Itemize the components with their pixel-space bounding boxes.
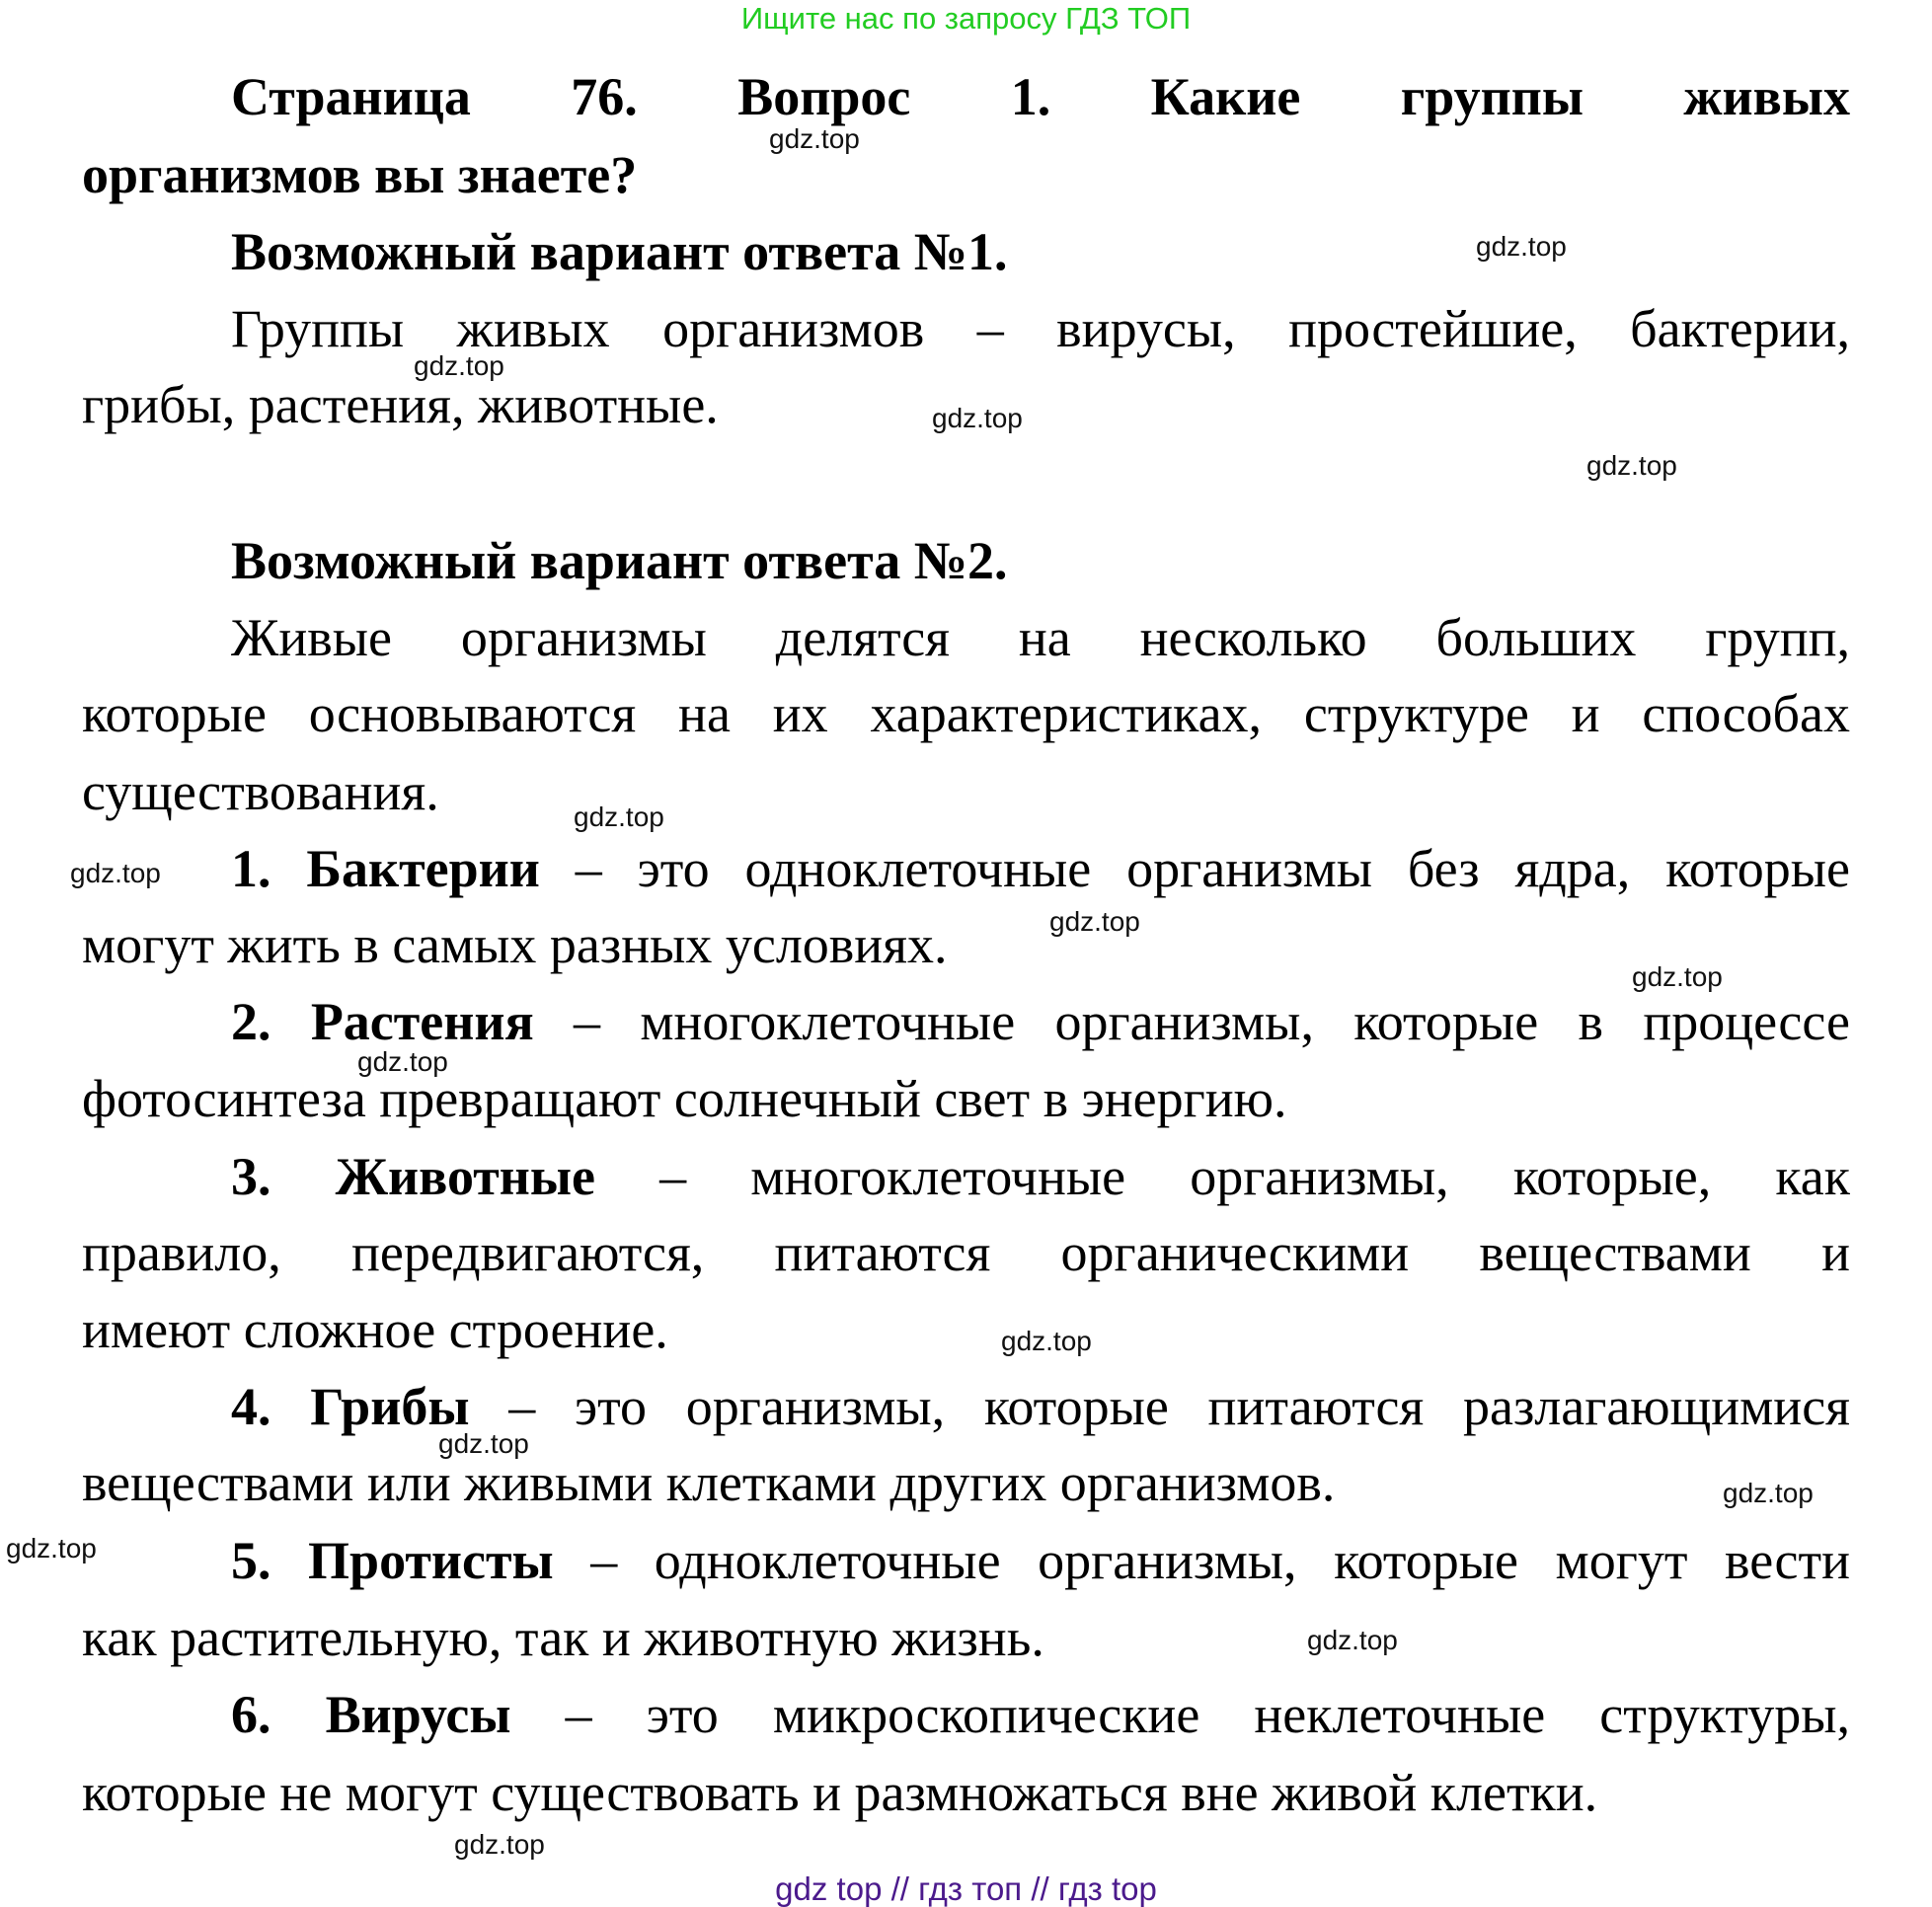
watermark: gdz.top xyxy=(357,1046,448,1077)
watermark: gdz.top xyxy=(1476,231,1567,262)
watermark: gdz.top xyxy=(932,403,1023,433)
item-viruses-line1 xyxy=(231,1676,1850,1753)
answer1-line2: грибы, растения, животные. xyxy=(82,375,719,434)
watermark: gdz.top xyxy=(1586,450,1677,481)
item-animals-line2: правило, передвигаются, питаются органическими веществами и xyxy=(82,1223,1850,1282)
watermark: gdz.top xyxy=(1632,961,1723,992)
answer1-line1: Группы живых организмов – вирусы, простейшие, бактерии, xyxy=(231,299,1850,358)
item-bacteria-line2: могут жить в самых разных условиях. xyxy=(82,915,948,974)
watermark: gdz.top xyxy=(574,801,664,832)
item-plants-line1 xyxy=(231,983,1850,1060)
item-bacteria-line1 xyxy=(231,830,1850,907)
item-term: 1. Бактерии xyxy=(231,839,540,898)
item-viruses-line2: которые не могут существовать и размножаться вне живой клетки. xyxy=(82,1763,1598,1822)
answer2-intro-line2: которые основываются на их характеристиках, структуре и способах xyxy=(82,684,1850,743)
item-animals-line3: имеют сложное строение. xyxy=(82,1300,668,1359)
watermark: gdz.top xyxy=(454,1829,545,1860)
answer2-intro-line1: Живые организмы делятся на несколько больших групп, xyxy=(231,608,1850,667)
answer2-heading: Возможный вариант ответа №2. xyxy=(231,531,1008,590)
question-title-line2: организмов вы знаете? xyxy=(82,145,638,204)
item-text: – это организмы, которые питаются разлагающимися xyxy=(469,1377,1850,1436)
watermark: gdz.top xyxy=(6,1533,97,1564)
answer2-intro-line3: существования. xyxy=(82,762,439,821)
item-term: 6. Вирусы xyxy=(231,1685,511,1744)
watermark: gdz.top xyxy=(414,350,504,381)
item-term: 3. Животные xyxy=(231,1147,595,1206)
item-text: – многоклеточные организмы, которые в процессе xyxy=(533,992,1850,1051)
bottom-site-banner: gdz top // гдз топ // гдз top xyxy=(775,1870,1157,1907)
item-term: 2. Растения xyxy=(231,992,534,1051)
question-title-line1: Страница 76. Вопрос 1. Какие группы живых xyxy=(231,67,1850,126)
watermark: gdz.top xyxy=(438,1428,529,1459)
watermark: gdz.top xyxy=(1049,906,1140,937)
watermark: gdz.top xyxy=(1307,1625,1398,1655)
item-text: – многоклеточные организмы, которые, как xyxy=(595,1147,1850,1206)
item-protists-line2: как растительную, так и животную жизнь. xyxy=(82,1608,1044,1667)
item-text: – это микроскопические неклеточные структуры, xyxy=(510,1685,1850,1744)
watermark: gdz.top xyxy=(1723,1478,1814,1508)
watermark: gdz.top xyxy=(769,123,860,154)
answer1-heading: Возможный вариант ответа №1. xyxy=(231,222,1008,281)
watermark: gdz.top xyxy=(70,858,161,888)
item-plants-line2: фотосинтеза превращают солнечный свет в энергию. xyxy=(82,1069,1287,1128)
item-term: 5. Протисты xyxy=(231,1531,554,1590)
item-text: – одноклеточные организмы, которые могут вести xyxy=(553,1531,1850,1590)
watermark: gdz.top xyxy=(1001,1326,1092,1356)
item-term: 4. Грибы xyxy=(231,1377,470,1436)
item-protists-line1 xyxy=(231,1522,1850,1599)
item-fungi-line2: веществами или живыми клетками других организмов. xyxy=(82,1453,1336,1512)
top-search-banner: Ищите нас по запросу ГДЗ ТОП xyxy=(740,1,1192,36)
item-text: – это одноклеточные организмы без ядра, которые xyxy=(539,839,1850,898)
item-animals-line1 xyxy=(231,1138,1850,1215)
